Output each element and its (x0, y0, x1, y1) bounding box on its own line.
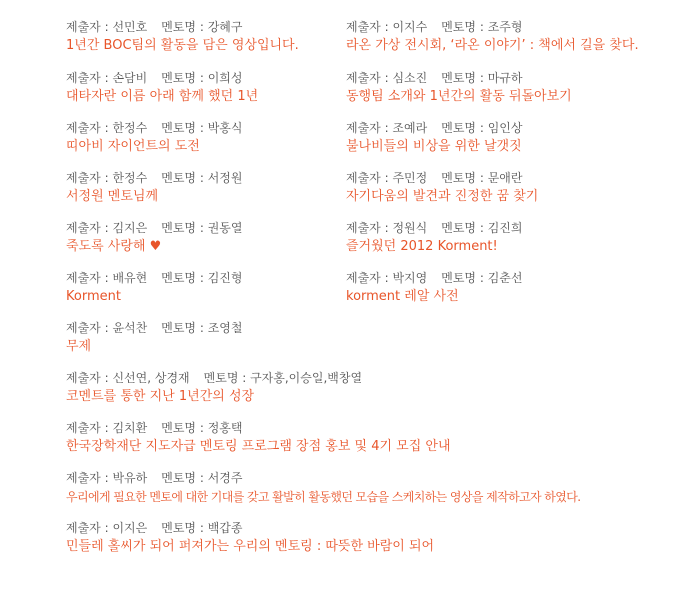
submitter-name: 정원식 (392, 221, 428, 235)
mentor-name: 김진희 (487, 221, 523, 235)
mentor-label: 멘토명 : (441, 171, 488, 185)
submitter-label: 제출자 : (66, 121, 113, 135)
mentor-label: 멘토명 : (441, 221, 488, 235)
mentor-name: 구자홍,이승일,백창열 (250, 371, 363, 385)
mentor-name: 강혜구 (207, 20, 243, 34)
mentor-label: 멘토명 : (161, 271, 208, 285)
list-item (66, 370, 362, 406)
submitter-name: 한정수 (112, 171, 148, 185)
mentor-label: 멘토명 : (441, 20, 488, 34)
entry-title-link[interactable]: 대타자란 이름 아래 함께 했던 1년 (66, 89, 259, 104)
entry-title-link[interactable]: 띠아비 자이언트의 도전 (66, 139, 200, 154)
submitter-name: 이지은 (112, 521, 148, 535)
entry-title-link[interactable]: 우리에게 필요한 멘토에 대한 기대를 갖고 활발히 활동했던 모습을 스케치하는 영상을 제작하고자 하였다. (66, 490, 581, 504)
entry-title-link[interactable]: 한국장학재단 지도자급 멘토링 프로그램 장점 홍보 및 4기 모집 안내 (66, 439, 451, 454)
submitter-label: 제출자 : (66, 421, 113, 435)
submitter-name: 윤석찬 (112, 321, 148, 335)
list-item (66, 320, 242, 356)
mentor-name: 정홍택 (207, 421, 243, 435)
submitter-name: 김치환 (112, 421, 148, 435)
list-item (346, 19, 639, 55)
mentor-name: 김진형 (207, 271, 243, 285)
list-item (346, 270, 522, 306)
entry-title-link[interactable]: 민들레 홀씨가 되어 퍼져가는 우리의 멘토링 : 따뜻한 바람이 되어 (66, 539, 435, 554)
submitter-name: 선민호 (112, 20, 148, 34)
submitter-name: 손담비 (112, 71, 148, 85)
mentor-label: 멘토명 : (441, 71, 488, 85)
submitter-name: 배유현 (112, 271, 148, 285)
entry-title-link[interactable]: 즐거웠던 2012 Korment! (346, 239, 498, 254)
mentor-name: 문애란 (487, 171, 523, 185)
submitter-label: 제출자 : (66, 321, 113, 335)
submitter-label: 제출자 : (346, 221, 393, 235)
list-item (66, 520, 434, 556)
mentor-label: 멘토명 : (441, 271, 488, 285)
submitter-label: 제출자 : (346, 20, 393, 34)
entry-title-link[interactable]: korment 레알 사전 (346, 289, 459, 304)
mentor-name: 서정원 (207, 171, 243, 185)
list-item (66, 170, 242, 206)
list-item (346, 170, 538, 206)
entry-title-link[interactable]: 동행팀 소개와 1년간의 활동 뒤돌아보기 (346, 89, 572, 104)
entry-title-link[interactable]: 1년간 BOC팀의 활동을 담은 영상입니다. (66, 38, 299, 53)
entry-title-link[interactable]: 자기다움의 발견과 진정한 꿈 찾기 (346, 189, 539, 204)
mentor-label: 멘토명 : (161, 171, 208, 185)
submitter-label: 제출자 : (66, 221, 113, 235)
mentor-label: 멘토명 : (161, 221, 208, 235)
mentor-label: 멘토명 : (203, 371, 251, 385)
mentor-label: 멘토명 : (161, 421, 208, 435)
submitter-label: 제출자 : (346, 171, 393, 185)
submitter-name: 주민정 (392, 171, 428, 185)
submitter-label: 제출자 : (346, 271, 393, 285)
list-item (66, 270, 242, 306)
entry-title-link[interactable]: 라온 가상 전시회, ‘라온 이야기’ : 책에서 길을 찾다. (346, 38, 639, 53)
submitter-label: 제출자 : (346, 121, 393, 135)
entry-title-link[interactable]: 무제 (66, 339, 92, 354)
mentor-name: 조주형 (487, 20, 523, 34)
submitter-name: 한정수 (112, 121, 148, 135)
mentor-name: 이희성 (207, 71, 243, 85)
list-item (346, 70, 572, 106)
mentor-label: 멘토명 : (161, 321, 208, 335)
submitter-label: 제출자 : (66, 471, 113, 485)
list-item (66, 19, 299, 55)
list-item (66, 220, 242, 256)
entry-title-link[interactable]: 서정원 멘토님께 (66, 189, 159, 204)
mentor-name: 조영철 (207, 321, 243, 335)
submitter-label: 제출자 : (66, 20, 113, 34)
entry-title-link[interactable]: 코멘트를 통한 지난 1년간의 성장 (66, 389, 255, 404)
list-item (346, 220, 522, 256)
list-item (346, 120, 522, 156)
mentor-name: 박홍식 (207, 121, 243, 135)
submitter-label: 제출자 : (346, 71, 393, 85)
entry-title-link[interactable]: 불나비들의 비상을 위한 날갯짓 (346, 139, 522, 154)
submitter-name: 박지영 (392, 271, 428, 285)
submitter-name: 박유하 (112, 471, 148, 485)
mentor-name: 권동열 (207, 221, 243, 235)
mentor-label: 멘토명 : (161, 121, 208, 135)
mentor-label: 멘토명 : (161, 71, 208, 85)
mentor-label: 멘토명 : (161, 20, 208, 34)
submitter-name: 조예라 (392, 121, 428, 135)
submitter-label: 제출자 : (66, 171, 113, 185)
submitter-label: 제출자 : (66, 271, 113, 285)
mentor-label: 멘토명 : (441, 121, 488, 135)
submitter-name: 심소진 (392, 71, 428, 85)
submitter-name: 김지은 (112, 221, 148, 235)
mentor-name: 백갑종 (207, 521, 243, 535)
submitter-label: 제출자 : (66, 521, 113, 535)
list-item (66, 70, 258, 106)
submitter-label: 제출자 : (66, 71, 113, 85)
list-item (66, 420, 451, 456)
mentor-label: 멘토명 : (161, 521, 208, 535)
list-item (66, 120, 242, 156)
list-item (66, 470, 580, 506)
mentor-label: 멘토명 : (161, 471, 208, 485)
submitter-name: 이지수 (392, 20, 428, 34)
entry-title-link[interactable]: Korment (66, 289, 121, 304)
mentor-name: 임인상 (487, 121, 523, 135)
mentor-name: 마규하 (487, 71, 523, 85)
mentor-name: 김춘선 (487, 271, 523, 285)
entry-title-link[interactable]: 죽도록 사랑해 ♥ (66, 239, 162, 254)
submitter-name: 신선연, 상경재 (112, 371, 190, 385)
submitter-label: 제출자 : (66, 371, 113, 385)
mentor-name: 서경주 (207, 471, 243, 485)
